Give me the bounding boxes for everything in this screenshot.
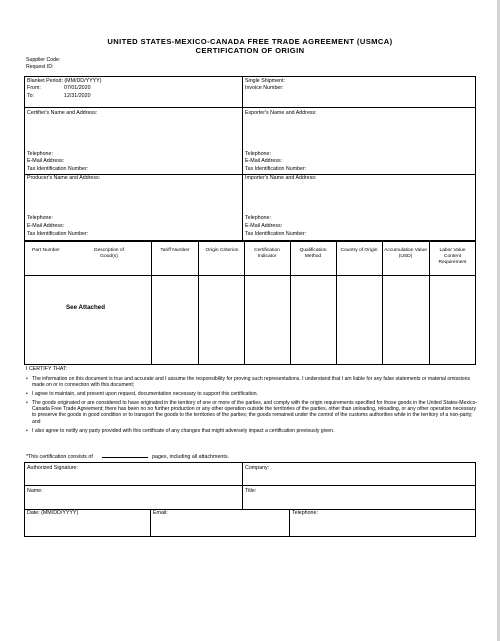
certifier-telephone-label: Telephone: [27, 151, 53, 157]
header-country-of-origin: Country of Origin [340, 248, 378, 253]
telephone-label[interactable]: Telephone: [292, 510, 318, 516]
document-title: UNITED STATES-MEXICO-CANADA FREE TRADE AGREEMENT (USMCA) [107, 37, 393, 46]
sig-vertical-3 [289, 509, 290, 537]
header-labor-value-content: Labor Value Content Requirement [438, 248, 467, 265]
sig-vertical-2 [150, 509, 151, 537]
authorized-signature-label[interactable]: Authorized Signature: [27, 465, 78, 471]
certifier-email-label: E-Mail Address: [27, 158, 65, 164]
parties-divider [242, 76, 243, 241]
document-subtitle: CERTIFICATION OF ORIGIN [195, 46, 305, 55]
col-divider-3 [244, 241, 245, 365]
col-divider-2 [198, 241, 199, 365]
header-certification-indicator: Certification Indicator [254, 248, 280, 259]
col-divider-7 [429, 241, 430, 365]
title-label[interactable]: Title: [245, 488, 257, 494]
goods-header-divider [24, 275, 476, 276]
supplier-code-label: Supplier Code: [26, 57, 61, 63]
certifier-name-label: Certifier's Name and Address: [27, 110, 98, 116]
see-attached-text: See Attached [66, 304, 105, 311]
exporter-email-label: E-Mail Address: [245, 158, 283, 164]
exporter-telephone-label: Telephone: [245, 151, 271, 157]
company-label[interactable]: Company: [245, 465, 270, 471]
certification-item: • I also agree to notify any party provided with this certificate of any changes that might adversely impact a certification previously given. [26, 427, 335, 434]
certifier-tax-id-label: Tax Identification Number: [27, 166, 89, 172]
producer-name-label: Producer's Name and Address: [27, 175, 101, 181]
single-shipment-label: Single Shipment: [245, 78, 286, 84]
certification-statements [26, 376, 478, 437]
to-label: To: [27, 93, 35, 99]
certification-item: • I agree to maintain, and present upon request, documentation necessary to support this certification. [26, 391, 258, 398]
email-label[interactable]: Email: [153, 510, 168, 516]
col-divider-1 [151, 241, 152, 365]
blanket-divider [24, 107, 476, 108]
certify-heading: I CERTIFY THAT: [26, 366, 68, 372]
sig-divider-2 [24, 509, 476, 510]
pages-statement: *This certification consists of pages, including all attachments. [26, 454, 229, 460]
from-label: From: [27, 85, 41, 91]
exporter-name-label: Exporter's Name and Address: [245, 110, 317, 116]
header-tariff-number: Tariff Number [160, 248, 190, 253]
header-origin-criterion: Origin Criterion [205, 248, 239, 253]
name-label[interactable]: Name: [27, 488, 43, 494]
invoice-number-label: Invoice Number: [245, 85, 284, 91]
sig-vertical-1 [242, 462, 243, 509]
exporter-tax-id-label: Tax Identification Number: [245, 166, 307, 172]
blanket-period-label: Blanket Period: (MM/DD/YYYY) [27, 78, 102, 84]
importer-name-label: Importer's Name and Address: [245, 175, 317, 181]
header-part-number: Part Number [32, 248, 60, 253]
from-date-value[interactable]: 07/01/2020 [64, 85, 91, 91]
col-divider-5 [336, 241, 337, 365]
certification-item: • The information on this document is true and accurate and I assume the responsibility for proving such representations. I understand that I am liable for any false statements or material omissions made on or in connection with this document; [26, 376, 471, 389]
header-description: Description of Good(s) [94, 248, 124, 259]
sig-divider-1 [24, 485, 476, 486]
importer-tax-id-label: Tax Identification Number: [245, 231, 307, 237]
header-accumulation-value: Accumulation Value (USD) [384, 248, 427, 259]
col-divider-4 [290, 241, 291, 365]
importer-email-label: E-Mail Address: [245, 223, 283, 229]
importer-telephone-label: Telephone: [245, 215, 271, 221]
pages-count-field[interactable] [102, 452, 148, 458]
to-date-value[interactable]: 12/31/2020 [64, 93, 91, 99]
producer-email-label: E-Mail Address: [27, 223, 65, 229]
signature-box [24, 462, 476, 537]
col-divider-6 [382, 241, 383, 365]
date-label[interactable]: Date: (MM/DD/YYYY) [27, 510, 79, 516]
producer-telephone-label: Telephone: [27, 215, 53, 221]
certification-item: • The goods originated or are considered to have originated in the territory of one or more of the parties, and comply with the origin requirements specified for those goods in the United States-Mexico-Canada Free Trade Agreement; there has been no no further production or any other operation outside the territories of the parties, other than unloading, reloading, or any other operation necessary to preserve the goods in good condition or to transport the goods to the territories of the parties; the goods remained under the control of the customs authorities while in the territory of a non-party; and [26, 400, 478, 425]
request-id-label: Request ID: [26, 64, 54, 70]
producer-tax-id-label: Tax Identification Number: [27, 231, 89, 237]
header-qualification-method: Qualification Method [299, 248, 327, 259]
